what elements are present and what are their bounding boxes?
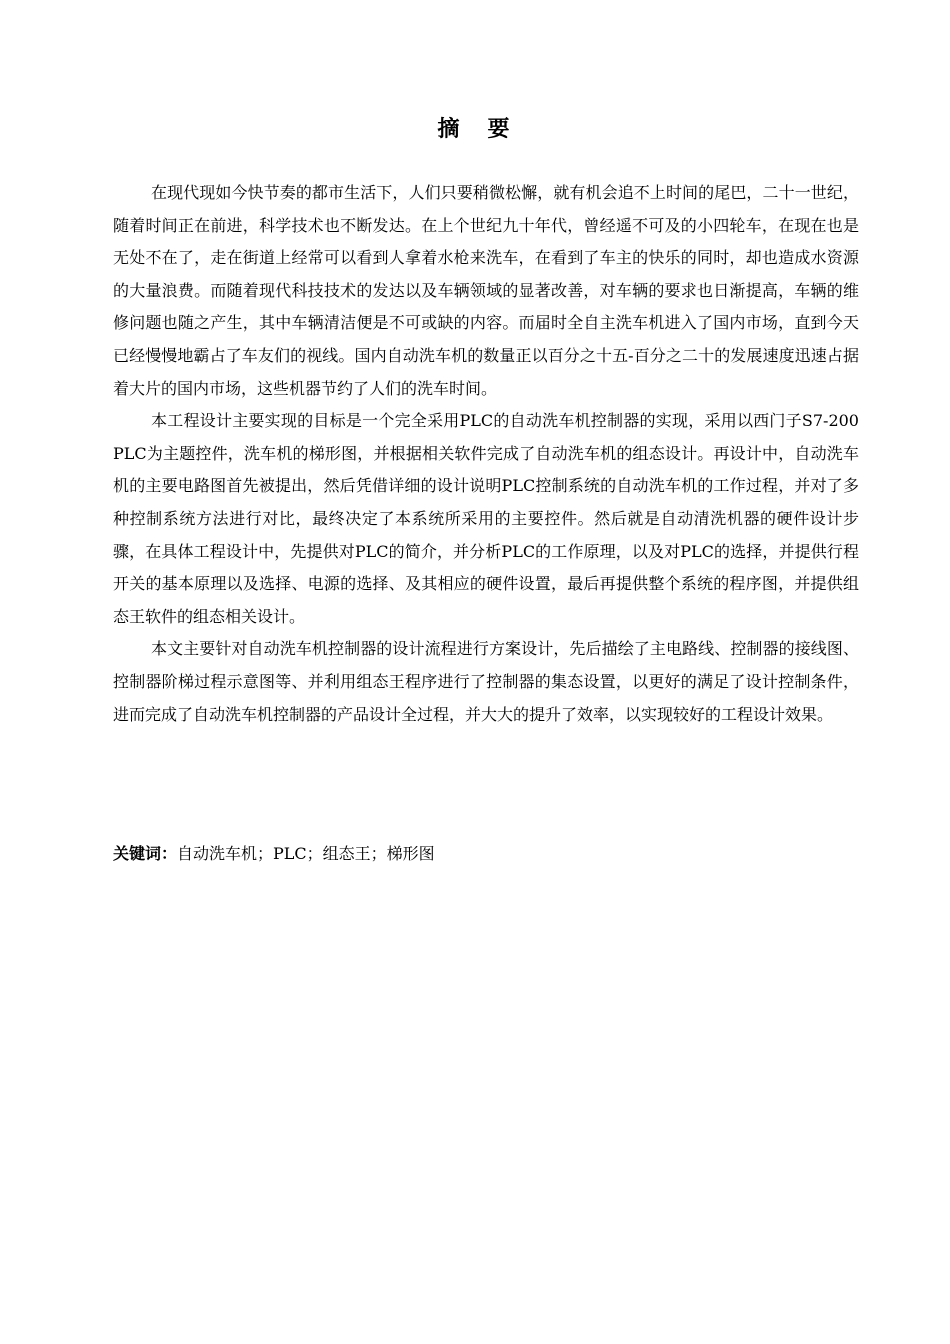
- abstract-paragraph-1: 在现代现如今快节奏的都市生活下，人们只要稍微松懈，就有机会追不上时间的尾巴，二十一世纪，随着时间正在前进，科学技术也不断发达。在上个世纪九十年代，曾经遥不可及的小四轮车，在现在也是无处不在了，走在街道上经常可以看到人拿着水枪来洗车，在看到了车主的快乐的同时，却也造成水资源的大量浪费。而随着现代科技技术的发达以及车辆领域的显著改善，对车辆的要求也日渐提高，车辆的维修问题也随之产生，其中车辆清洁便是不可或缺的内容。而届时全自主洗车机进入了国内市场，直到今天已经慢慢地霸占了车友们的视线。国内自动洗车机的数量正以百分之十五-百分之二十的发展速度迅速占据着大片的国内市场，这些机器节约了人们的洗车时间。: [113, 183, 859, 398]
- abstract-paragraph-3: 本文主要针对自动洗车机控制器的设计流程进行方案设计，先后描绘了主电路线、控制器的接线图、控制器阶梯过程示意图等、并利用组态王程序进行了控制器的集态设置，以更好的满足了设计控制条件，进而完成了自动洗车机控制器的产品设计全过程，并大大的提升了效率，以实现较好的工程设计效果。: [113, 639, 859, 724]
- abstract-title: 摘要: [437, 117, 538, 142]
- abstract-paragraph-2: 本工程设计主要实现的目标是一个完全采用PLC的自动洗车机控制器的实现，采用以西门子S7-200PLC为主题控件，洗车机的梯形图，并根据相关软件完成了自动洗车机的组态设计。再设计中，自动洗车机的主要电路图首先被提出，然后凭借详细的设计说明PLC控制系统的自动洗车机的工作过程，并对了多种控制系统方法进行对比，最终决定了本系统所采用的主要控件。然后就是自动清洗机器的硬件设计步骤，在具体工程设计中，先提供对PLC的简介，并分析PLC的工作原理，以及对PLC的选择，并提供行程开关的基本原理以及选择、电源的选择、及其相应的硬件设置，最后再提供整个系统的程序图，并提供组态王软件的组态相关设计。: [113, 411, 859, 626]
- keywords-label: 关键词：: [113, 844, 178, 863]
- abstract-body: [113, 177, 859, 731]
- keywords-values: 自动洗车机；PLC；组态王；梯形图: [177, 844, 435, 863]
- keywords-line: [113, 838, 859, 870]
